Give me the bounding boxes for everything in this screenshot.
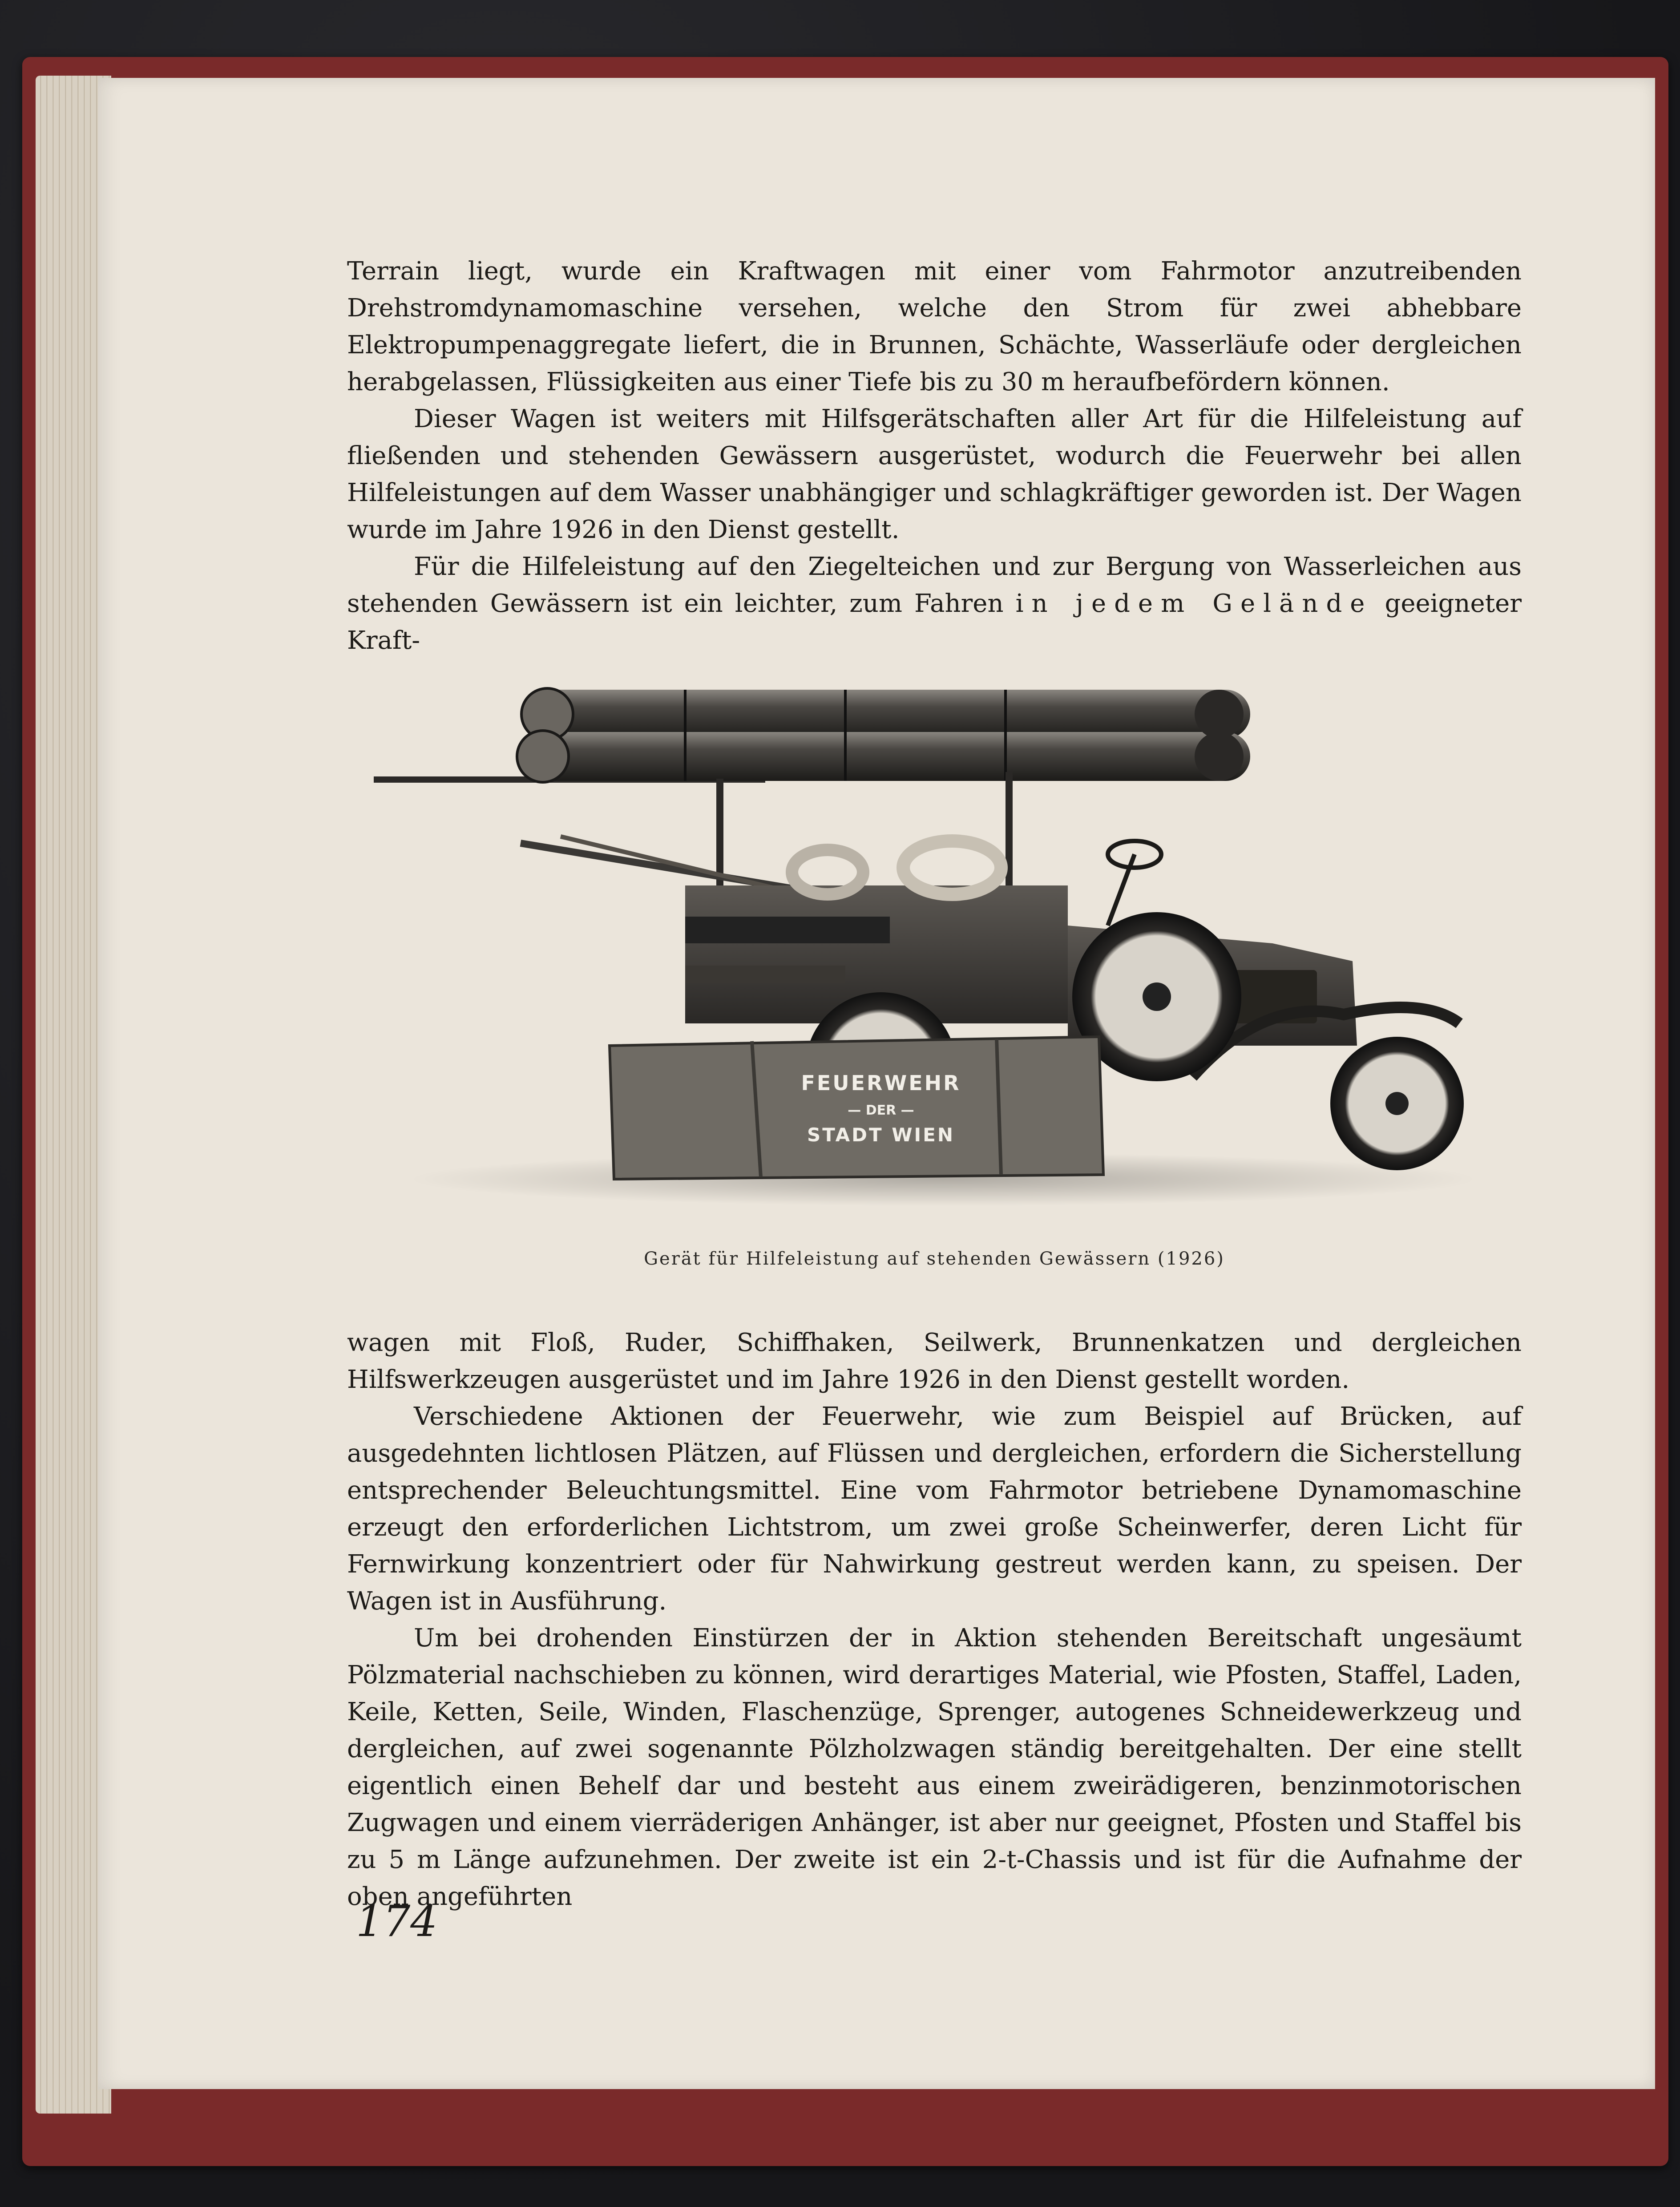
- figure-caption: Gerät für Hilfeleistung auf stehenden Gewässern (1926): [644, 1249, 1225, 1269]
- spaced-emphasis: in jedem Gelände: [1015, 589, 1373, 618]
- text-block-bottom: [347, 1324, 1522, 1915]
- paragraph-3-end: geeigneter Kraft-: [347, 589, 1522, 655]
- paragraph-1: Terrain liegt, wurde ein Kraftwagen mit einer vom Fahrmotor anzutreibenden Drehstromdynamomaschine versehen, welche den Strom für zwei abhebbare Elektropumpenaggregate liefert, die in Brunnen, Schächte, Wasserläufe oder dergleichen herabgelassen, Flüssigkeiten aus einer Tiefe bis zu 30 m heraufbefördern können.: [347, 257, 1522, 396]
- paragraph-2: Dieser Wagen ist weiters mit Hilfsgerätschaften aller Art für die Hilfeleistung auf fließenden und stehenden Gewässern ausgerüstet, wodurch die Feuerwehr bei allen Hilfeleistungen auf dem Wasser unabhängiger und schlagkräftiger geworden ist. Der Wagen wurde im Jahre 1926 in den Dienst gestellt.: [347, 404, 1522, 544]
- paragraph-3: [347, 548, 1522, 659]
- text-block-top: [347, 253, 1522, 659]
- vehicle-illustration: [374, 676, 1513, 1206]
- pipe-rack: [517, 688, 1250, 782]
- box-text-line3: STADT WIEN: [807, 1124, 955, 1146]
- paragraph-3-start: Für die Hilfeleistung auf den Ziegelteichen und zur Bergung von Wasserleichen aus stehenden Gewässern ist ein leichter, zum Fahren: [347, 552, 1522, 618]
- paragraph-5: Verschiedene Aktionen der Feuerwehr, wie zum Beispiel auf Brücken, auf ausgedehnten lichtlosen Plätzen, auf Flüssen und dergleichen, erfordern die Sicherstellung entsprechender Beleuchtungsmittel. Eine vom Fahrmotor betriebene Dynamomaschine erzeugt den erforderlichen Lichtstrom, um zwei große Scheinwerfer, deren Licht für Fernwirkung konzentriert oder für Nahwirkung gestreut werden kann, zu speisen. Der Wagen ist in Ausführung.: [347, 1402, 1522, 1616]
- box-text-line1: FEUERWEHR: [801, 1071, 961, 1095]
- page-number: 174: [356, 1896, 438, 1946]
- paragraph-6: Um bei drohenden Einstürzen der in Aktion stehenden Bereitschaft ungesäumt Pölzmaterial nachschieben zu können, wird derartiges Material, wie Pfosten, Staffel, Laden, Keile, Ketten, Seile, Winden, Flaschenzüge, Sprenger, autogenes Schneidewerkzeug und dergleichen, auf zwei sogenannte Pölzholzwagen ständig bereitgehalten. Der eine stellt eigentlich einen Behelf dar und besteht aus einem zweirädigeren, benzinmotorischen Zugwagen und einem vierräderigen Anhänger, ist aber nur geeignet, Pfosten und Staffel bis zu 5 m Länge aufzunehmen. Der zweite ist ein 2-t-Chassis und ist für die Aufnahme der oben angeführten: [347, 1624, 1522, 1911]
- wheel-front: [1330, 1037, 1464, 1170]
- box-text-line2: — DER —: [848, 1103, 914, 1118]
- boat-box: [610, 1037, 1103, 1179]
- paragraph-4: wagen mit Floß, Ruder, Schiffhaken, Seilwerk, Brunnenkatzen und dergleichen Hilfswerkzeugen ausgerüstet und im Jahre 1926 in den Dienst gestellt worden.: [347, 1328, 1522, 1394]
- vehicle-photograph: [374, 676, 1513, 1206]
